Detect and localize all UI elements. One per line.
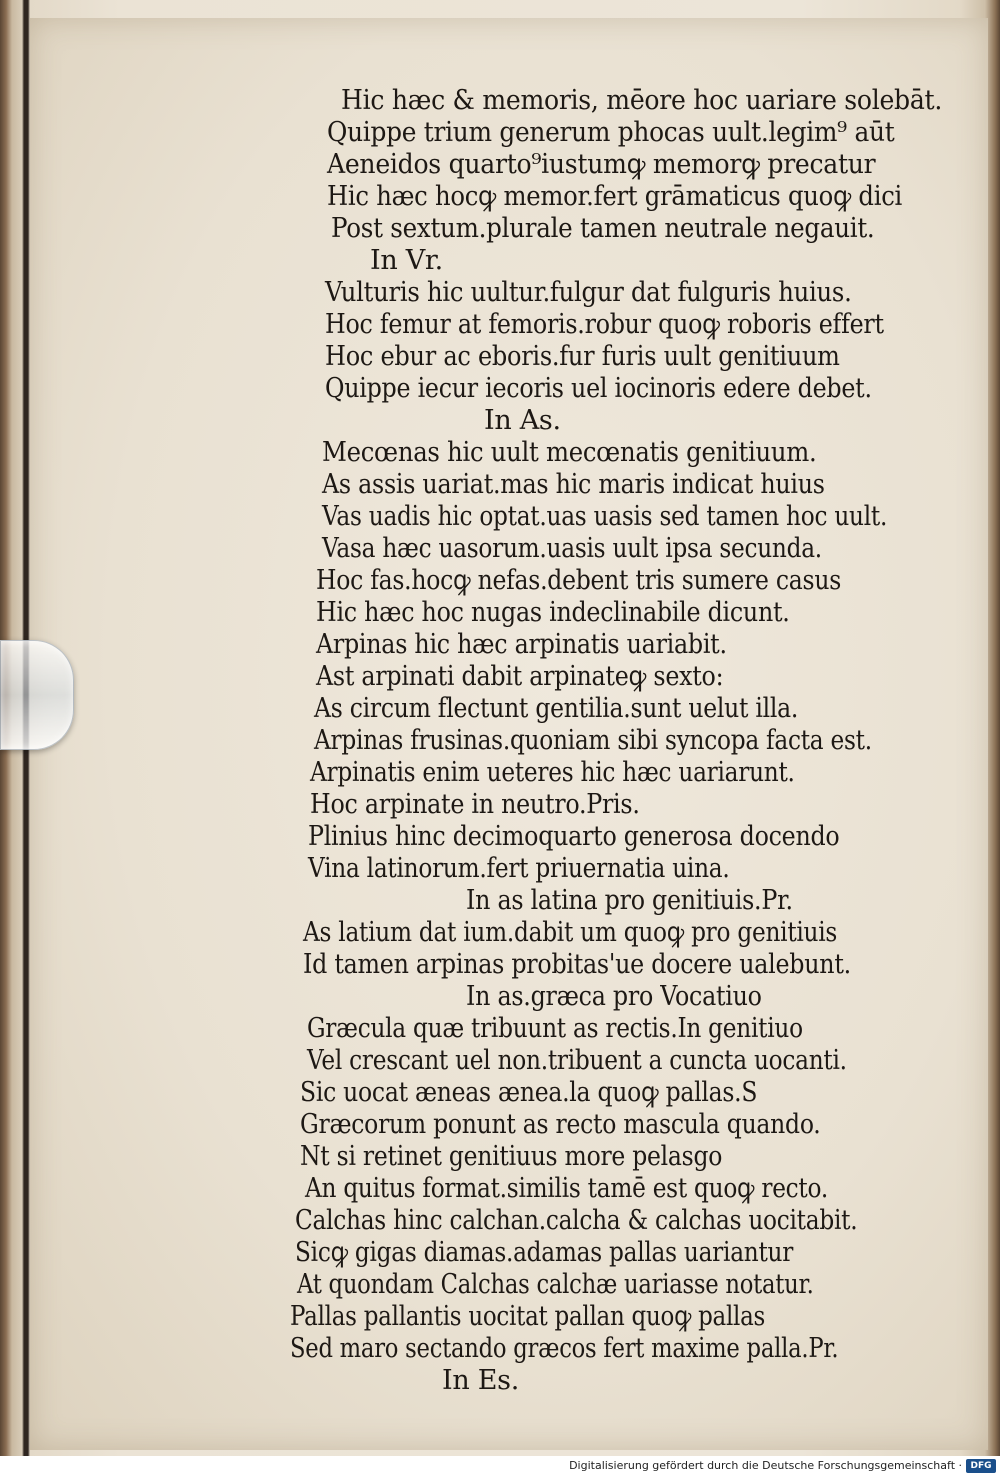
section-heading: In Es.: [442, 1365, 519, 1396]
text-line: At quondam Calchas calchæ uariasse notatur.: [297, 1269, 814, 1300]
section-heading: In as latina pro genitiuis.Pr.: [466, 885, 793, 916]
text-line: Id tamen arpinas probitas'ue docere ualebunt.: [303, 949, 851, 980]
text-line: Aeneidos quarto⁹iustumꝙ memorꝙ precatur: [327, 149, 876, 180]
digitization-footer: [0, 1456, 1000, 1476]
section-heading: In As.: [484, 405, 561, 436]
text-line: Quippe iecur iecoris uel iocinoris edere debet.: [325, 373, 872, 404]
text-line: Vas uadis hic optat.uas uasis sed tamen hoc uult.: [322, 501, 888, 532]
text-line: Quippe trium generum phocas uult.legim⁹ aūt: [327, 117, 895, 148]
text-line: Vel crescant uel non.tribuent a cuncta uocanti.: [307, 1045, 847, 1076]
text-line: Hic hæc hoc nugas indeclinabile dicunt.: [316, 597, 790, 628]
text-line: Ast arpinati dabit arpinateꝙ sexto:: [316, 661, 724, 692]
text-line: Sic uocat æneas ænea.la quoꝙ pallas.S: [300, 1077, 758, 1108]
text-line: Hoc femur at femoris.robur quoꝙ roboris effert: [325, 309, 884, 340]
text-line: Hic hæc hocꝙ memor.fert grāmaticus quoꝙ dici: [327, 181, 903, 212]
text-line: Vina latinorum.fert priuernatia uina.: [308, 853, 730, 884]
text-line: Sed maro sectando græcos fert maxime palla.Pr.: [290, 1333, 839, 1364]
text-line: Hic hæc & memoris, mēore hoc uariare solebāt.: [341, 85, 943, 116]
dfg-logo-icon: DFG: [966, 1459, 996, 1473]
text-line: Hoc fas.hocꝙ nefas.debent tris sumere casus: [316, 565, 842, 596]
text-line: Pallas pallantis uocitat pallan quoꝙ pallas: [290, 1301, 766, 1332]
text-line: Græcula quæ tribuunt as rectis.In genitiuo: [307, 1013, 803, 1044]
text-line: Hoc ebur ac eboris.fur furis uult genitiuum: [325, 341, 840, 372]
text-line: Calchas hinc calchan.calcha & calchas uocitabit.: [295, 1205, 858, 1236]
text-line: As circum flectunt gentilia.sunt uelut illa.: [314, 693, 799, 724]
text-line: Plinius hinc decimoquarto generosa docendo: [308, 821, 840, 852]
text-line: Post sextum.plurale tamen neutrale negauit.: [331, 213, 875, 244]
text-line: Arpinatis enim ueteres hic hæc uariarunt.: [310, 757, 795, 788]
text-line: An quitus format.similis tamē est quoꝙ recto.: [305, 1173, 828, 1204]
text-line: Græcorum ponunt as recto mascula quando.: [300, 1109, 821, 1140]
text-line: As assis uariat.mas hic maris indicat huius: [322, 469, 825, 500]
text-line: Arpinas hic hæc arpinatis uariabit.: [316, 629, 727, 660]
section-heading: In Vr.: [370, 245, 443, 276]
text-line: Sicꝙ gigas diamas.adamas pallas uariantur: [295, 1237, 794, 1268]
text-line: Vulturis hic uultur.fulgur dat fulguris huius.: [325, 277, 852, 308]
text-line: Mecœnas hic uult mecœnatis genitiuum.: [322, 437, 817, 468]
text-line: Hoc arpinate in neutro.Pris.: [310, 789, 640, 820]
text-line: As latium dat ium.dabit um quoꝙ pro genitiuis: [303, 917, 838, 948]
text-line: Vasa hæc uasorum.uasis uult ipsa secunda.: [322, 533, 822, 564]
footer-credit: Digitalisierung gefördert durch die Deutsche Forschungsgemeinschaft ·: [569, 1459, 962, 1472]
section-heading: In as.græca pro Vocatiuo: [466, 981, 762, 1012]
text-line: Nt si retinet genitiuus more pelasgo: [300, 1141, 723, 1172]
text-line: Arpinas frusinas.quoniam sibi syncopa facta est.: [314, 725, 872, 756]
